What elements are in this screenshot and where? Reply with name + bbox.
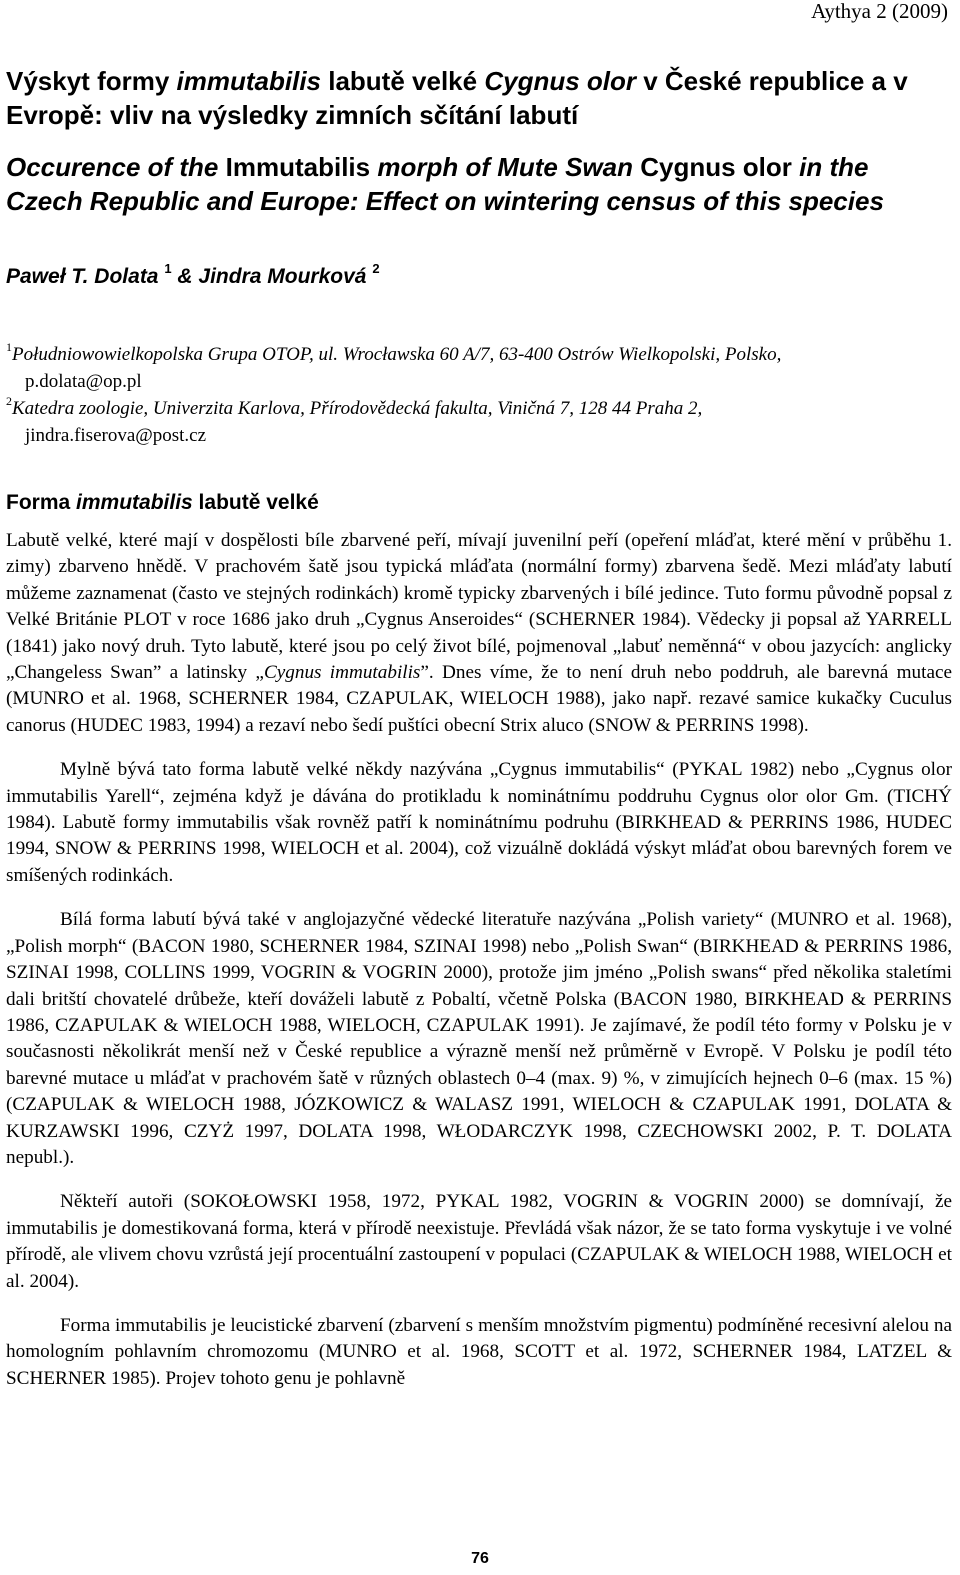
affiliation-1 [6, 341, 951, 395]
title-en-text-1: Occurence of the [6, 152, 226, 182]
body-text [6, 528, 952, 1410]
title-czech [6, 64, 946, 132]
title-cz-italic-1: immutabilis [176, 66, 322, 96]
paragraph-2: Mylně bývá tato forma labutě velké někdy nazývána „Cygnus immutabilis“ (PYKAL 1982) nebo „Cygnus olor immutabilis Yarell“, zejména když je dávána do protikladu k nominátnímu poddruhu Cygnus olor olor Gm. (TICHÝ 1984). Labutě formy immutabilis však rovněž patří k nominátnímu podruhu (BIRKHEAD & PERRINS 1986, HUDEC 1994, SNOW & PERRINS 1998, WIELOCH et al. 2004), což vizuálně dokládá výskyt mláďat obou barevných forem ve smíšených rodinkách. [6, 759, 952, 886]
affiliation-2-text: Katedra zoologie, Univerzita Karlova, Přírodovědecká fakulta, Viničná 7, 128 44 Praha 2, [12, 398, 703, 419]
paragraph-5: Forma immutabilis je leucistické zbarvení (zbarvení s menším množstvím pigmentu) podmíněné recesivní alelou na homologním pohlavním chromozomu (MUNRO et al. 1968, SCOTT et al. 1972, SCHERNER 1984, LATZEL & SCHERNER 1985). Projev tohoto genu je pohlavně [6, 1314, 952, 1389]
affiliation-2 [6, 395, 951, 449]
paragraph-4: Někteří autoři (SOKOŁOWSKI 1958, 1972, PYKAL 1982, VOGRIN & VOGRIN 2000) se domnívají, že immutabilis je domestikovaná forma, která v přírodě neexistuje. Převládá však názor, že se tato forma vyskytuje i ve volné přírodě, ale vlivem chovu vzrůstá její procentuální zastoupení v populaci (CZAPULAK & WIELOCH 1988, WIELOCH et al. 2004). [6, 1191, 952, 1292]
affiliation-1-number: 1 [6, 340, 12, 354]
page-number: 76 [471, 1550, 489, 1567]
section-heading-italic: immutabilis [76, 491, 193, 514]
section-heading-text-1: Forma [6, 491, 77, 514]
affiliation-2-number: 2 [6, 394, 12, 408]
title-english [6, 150, 951, 218]
title-cz-text-2: labutě velké [321, 66, 485, 96]
affiliation-1-text: Południowowielkopolska Grupa OTOP, ul. Wrocławska 60 A/7, 63-400 Ostrów Wielkopolski, Polsko, [12, 344, 782, 365]
author-2: & Jindra Mourková [171, 265, 367, 288]
title-en-upright-2: Cygnus olor [640, 152, 792, 182]
paragraph-1 [6, 528, 952, 739]
author-1-affiliation-mark: 1 [164, 261, 172, 276]
paragraph-1-text-a: Labutě velké, které mají v dospělosti bíle zbarvené peří, mívají juvenilní peří (opeření mláďat, které mění v průběhu 1. zimy) zbarveno hnědě. V prachovém šatě jsou typická mláďata (normální formy) zbarvena šedě. Mezi mláďaty labutí můžeme zaznamenat (často ve stejných rodinkách) kromě typicky zbarvených i bílé jedince. Tuto formu původně popsal z Velké Británie PLOT v roce 1686 jako druh „Cygnus Anseroides“ (SCHERNER 1984). Vědecky ji popsal až YARRELL (1841) jako nový druh. Tyto labutě, které jsou po celý život bílé, pojmenoval „labuť neměnná“ v obou jazycích: anglicky „Changeless Swan” a latinsky „ [6, 530, 952, 684]
affiliation-2-email: jindra.fiserova@post.cz [25, 425, 207, 446]
journal-header: Aythya 2 (2009) [811, 0, 948, 23]
paragraph-1-text-b: ”. Dnes víme, že to není druh nebo poddruh, ale barevná mutace (MUNRO et al. 1968, SCHERNER 1984, CZAPULAK, WIELOCH 1988), jako např. rezavé samice kukačky Cuculus canorus (HUDEC 1983, 1994) a rezaví nebo šedí puštíci obecní Strix aluco (SNOW & PERRINS 1998). [6, 662, 952, 736]
title-cz-text-3: v České republice a v Evropě: vliv na výsledky zimních sčítání labutí [6, 66, 908, 130]
title-cz-italic-2: Cygnus olor [484, 66, 636, 96]
affiliation-1-email: p.dolata@op.pl [25, 371, 142, 392]
title-cz-text-1: Výskyt formy [6, 66, 177, 96]
author-2-affiliation-mark: 2 [372, 261, 380, 276]
author-list [6, 262, 380, 292]
author-1: Paweł T. Dolata [6, 265, 159, 288]
paragraph-3: Bílá forma labutí bývá také v anglojazyčné vědecké literatuře nazývána „Polish variety“ (MUNRO et al. 1968), „Polish morph“ (BACON 1980, SCHERNER 1984, SZINAI 1998) nebo „Polish Swan“ (BIRKHEAD & PERRINS 1986, SZINAI 1998, COLLINS 1999, VOGRIN & VOGRIN 2000), protože jim jméno „Polish swans“ před několika staletími dali britští chovatelé drůbeže, kteří dováželi labutě z Pobaltí, včetně Polska (BACON 1980, BIRKHEAD & PERRINS 1986, CZAPULAK & WIELOCH 1988, WIELOCH, CZAPULAK 1991). Je zajímavé, že podíl této formy v Polsku je v současnosti několikrát menší než v České republice a výrazně menší než průměrně v Evropě. V Polsku je podíl této barevné mutace u mláďat v prachovém šatě v různých oblastech 0–4 (max. 9) %, v zimujících hejnech 0–6 (max. 15 %) (CZAPULAK & WIELOCH 1988, JÓZKOWICZ & WALASZ 1991, WIELOCH & CZAPULAK 1991, DOLATA & KURZAWSKI 1996, CZYŻ 1997, DOLATA 1998, WŁODARCZYK 1998, CZECHOWSKI 2002, P. T. DOLATA nepubl.). [6, 909, 952, 1168]
section-heading-text-2: labutě velké [192, 491, 319, 514]
title-en-upright-1: Immutabilis [225, 152, 371, 182]
title-en-text-2: morph of Mute Swan [370, 152, 641, 182]
title-en-text-3: in the Czech Republic and Europe: Effect on wintering census of this species [6, 152, 884, 216]
paragraph-1-italic: Cygnus immutabilis [263, 662, 421, 684]
section-heading [6, 488, 319, 518]
